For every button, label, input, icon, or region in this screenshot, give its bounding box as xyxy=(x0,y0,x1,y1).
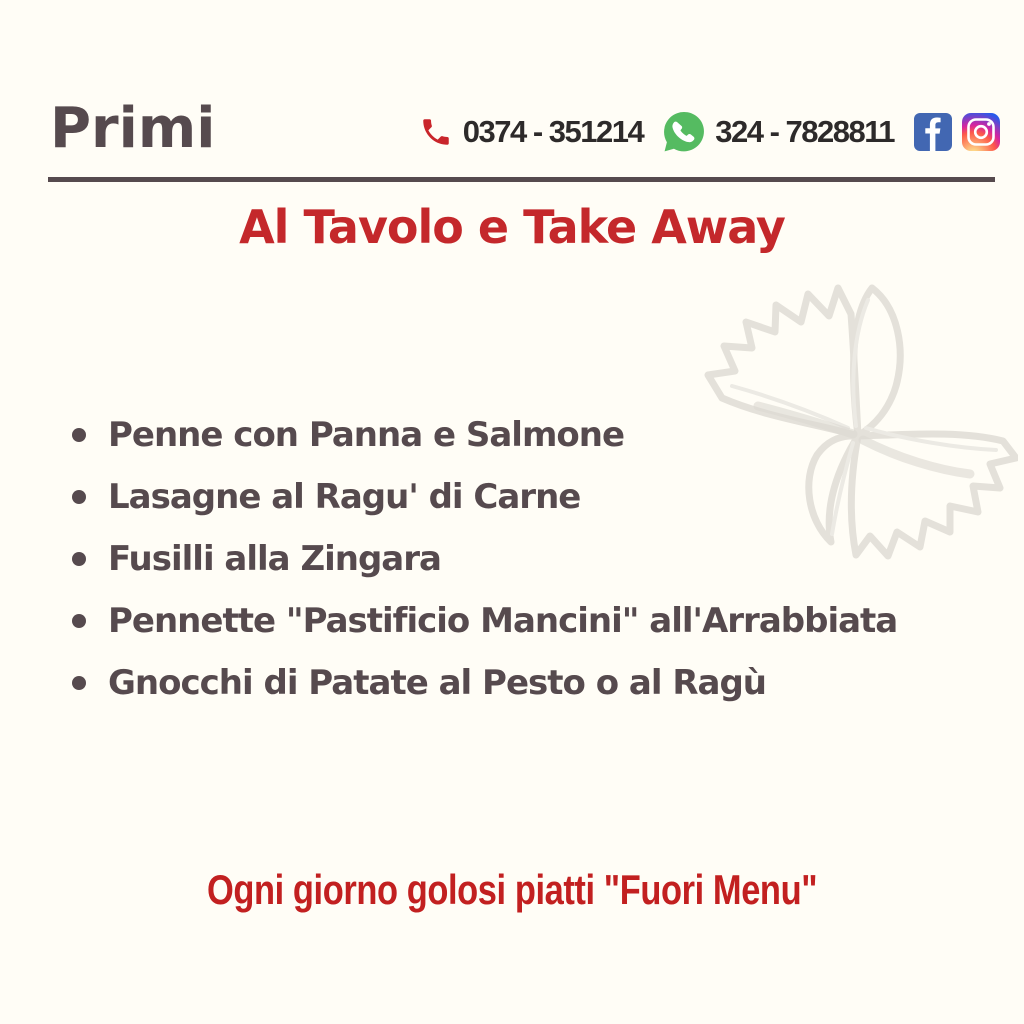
bullet-icon xyxy=(72,552,86,566)
footer-note xyxy=(0,866,1024,914)
contact-row xyxy=(419,106,1000,158)
menu-item xyxy=(72,466,897,528)
menu-list xyxy=(72,404,897,714)
menu-item-label: Lasagne al Ragu' di Carne xyxy=(108,477,581,517)
phone-icon xyxy=(419,115,453,149)
menu-subtitle: Al Tavolo e Take Away xyxy=(239,200,785,254)
menu-item xyxy=(72,404,897,466)
header-divider xyxy=(48,177,995,182)
bullet-icon xyxy=(72,676,86,690)
bullet-icon xyxy=(72,490,86,504)
menu-item xyxy=(72,590,897,652)
whatsapp-icon xyxy=(663,111,705,153)
bullet-icon xyxy=(72,614,86,628)
instagram-icon xyxy=(962,113,1000,151)
menu-item xyxy=(72,652,897,714)
page-title: Primi xyxy=(50,96,216,161)
facebook-icon xyxy=(914,113,952,151)
footer-note-text: Ogni giorno golosi piatti "Fuori Menu" xyxy=(206,866,818,913)
whatsapp-number: 324 - 7828811 xyxy=(715,114,894,149)
phone-number: 0374 - 351214 xyxy=(462,114,644,149)
menu-item-label: Penne con Panna e Salmone xyxy=(108,415,625,455)
bullet-icon xyxy=(72,428,86,442)
menu-item-label: Fusilli alla Zingara xyxy=(108,539,441,579)
menu-item xyxy=(72,528,897,590)
menu-item-label: Gnocchi di Patate al Pesto o al Ragù xyxy=(108,663,766,703)
menu-item-label: Pennette "Pastificio Mancini" all'Arrabbiata xyxy=(108,601,898,641)
